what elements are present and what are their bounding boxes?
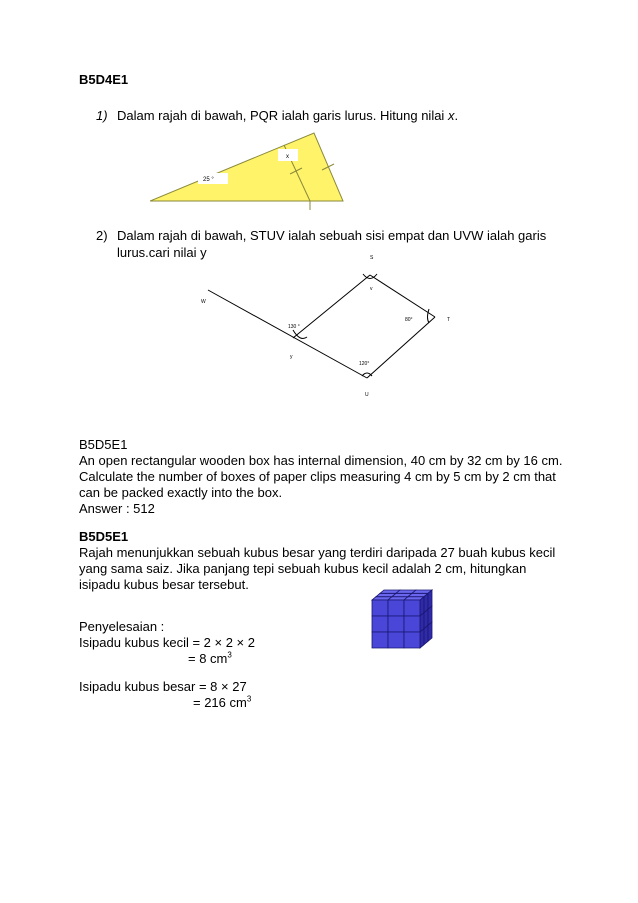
cube-front-facet xyxy=(404,632,420,648)
angle-130-label: 130 ° xyxy=(288,324,300,330)
cube-front-facet xyxy=(388,632,404,648)
small-cube-result-text: = 8 cm xyxy=(188,651,228,666)
big-cube-exponent: 3 xyxy=(246,694,252,704)
question-2-line-1: Dalam rajah di bawah, STUV ialah sebuah sisi empat dan UVW ialah garis xyxy=(117,228,547,243)
triangle-shape xyxy=(150,133,343,201)
angle-arc-v xyxy=(293,330,307,338)
triangle-diagram xyxy=(150,128,360,213)
vertex-u-label: U xyxy=(365,392,369,398)
question-1-text-prefix: Dalam rajah di bawah, PQR ialah garis lurus. Hitung nilai xyxy=(117,108,448,123)
cube-front-facet xyxy=(404,616,420,632)
line-wv xyxy=(208,290,370,378)
question-1-text xyxy=(117,108,458,124)
vertex-t-label: T xyxy=(447,317,451,323)
small-cube-volume-result xyxy=(188,651,232,667)
section-code-3: B5D5E1 xyxy=(79,529,129,544)
cube-front-facet xyxy=(404,600,420,616)
cube-grid xyxy=(372,590,432,648)
section-code-2: B5D5E1 xyxy=(79,437,128,452)
small-v-label: v xyxy=(370,286,373,292)
angle-x-label: x xyxy=(286,154,289,160)
section-2-answer: Answer : 512 xyxy=(79,501,155,516)
solution-label: Penyelesaian : xyxy=(79,619,165,634)
cube-front-facet xyxy=(372,616,388,632)
question-2-line-2: lurus.cari nilai y xyxy=(117,245,207,260)
section-2-line-1: An open rectangular wooden box has internal dimension, 40 cm by 32 cm by 16 cm. xyxy=(79,453,563,468)
small-cube-volume-line: Isipadu kubus kecil = 2 × 2 × 2 xyxy=(79,635,255,650)
section-3-line-2: yang sama saiz. Jika panjang tepi sebuah kubus kecil adalah 2 cm, hitungkan xyxy=(79,561,527,576)
big-cube-volume-line: Isipadu kubus besar = 8 × 27 xyxy=(79,679,247,694)
angle-80-label: 80° xyxy=(405,317,413,323)
cube-side-facet xyxy=(420,629,424,648)
vertex-w-label: W xyxy=(201,299,206,305)
big-cube-result-text: = 216 cm xyxy=(193,695,247,710)
cube-side-facet xyxy=(424,625,428,644)
small-cube-exponent: 3 xyxy=(227,650,232,660)
question-1-number: 1) xyxy=(96,108,108,123)
angle-120-label: 120° xyxy=(359,361,370,367)
question-1-variable: x xyxy=(447,108,455,123)
line-tu xyxy=(367,317,435,378)
vertex-s-label: S xyxy=(370,255,374,261)
angle-y-label: y xyxy=(290,354,293,360)
big-cube-illustration xyxy=(368,586,438,658)
angle-arc-t xyxy=(428,309,430,323)
section-3-line-3: isipadu kubus besar tersebut. xyxy=(79,577,249,592)
cube-front-facet xyxy=(372,632,388,648)
section-2-line-2: Calculate the number of boxes of paper clips measuring 4 cm by 5 cm by 2 cm that xyxy=(79,469,556,484)
angle-25-label: 25 ° xyxy=(203,177,214,183)
cube-side-facet xyxy=(428,622,432,641)
question-2-number: 2) xyxy=(96,228,108,243)
cube-front-facet xyxy=(372,600,388,616)
cube-front-facet xyxy=(388,600,404,616)
section-code-1: B5D4E1 xyxy=(79,72,129,87)
quadrilateral-diagram xyxy=(190,250,470,400)
question-1-text-suffix: . xyxy=(454,108,459,123)
section-2-line-3: can be packed exactly into the box. xyxy=(79,485,283,500)
line-vs xyxy=(293,275,370,338)
big-cube-volume-result xyxy=(193,695,251,711)
cube-front-facet xyxy=(388,616,404,632)
section-3-line-1: Rajah menunjukkan sebuah kubus besar yang terdiri daripada 27 buah kubus kecil xyxy=(79,545,556,560)
line-st xyxy=(370,275,435,317)
